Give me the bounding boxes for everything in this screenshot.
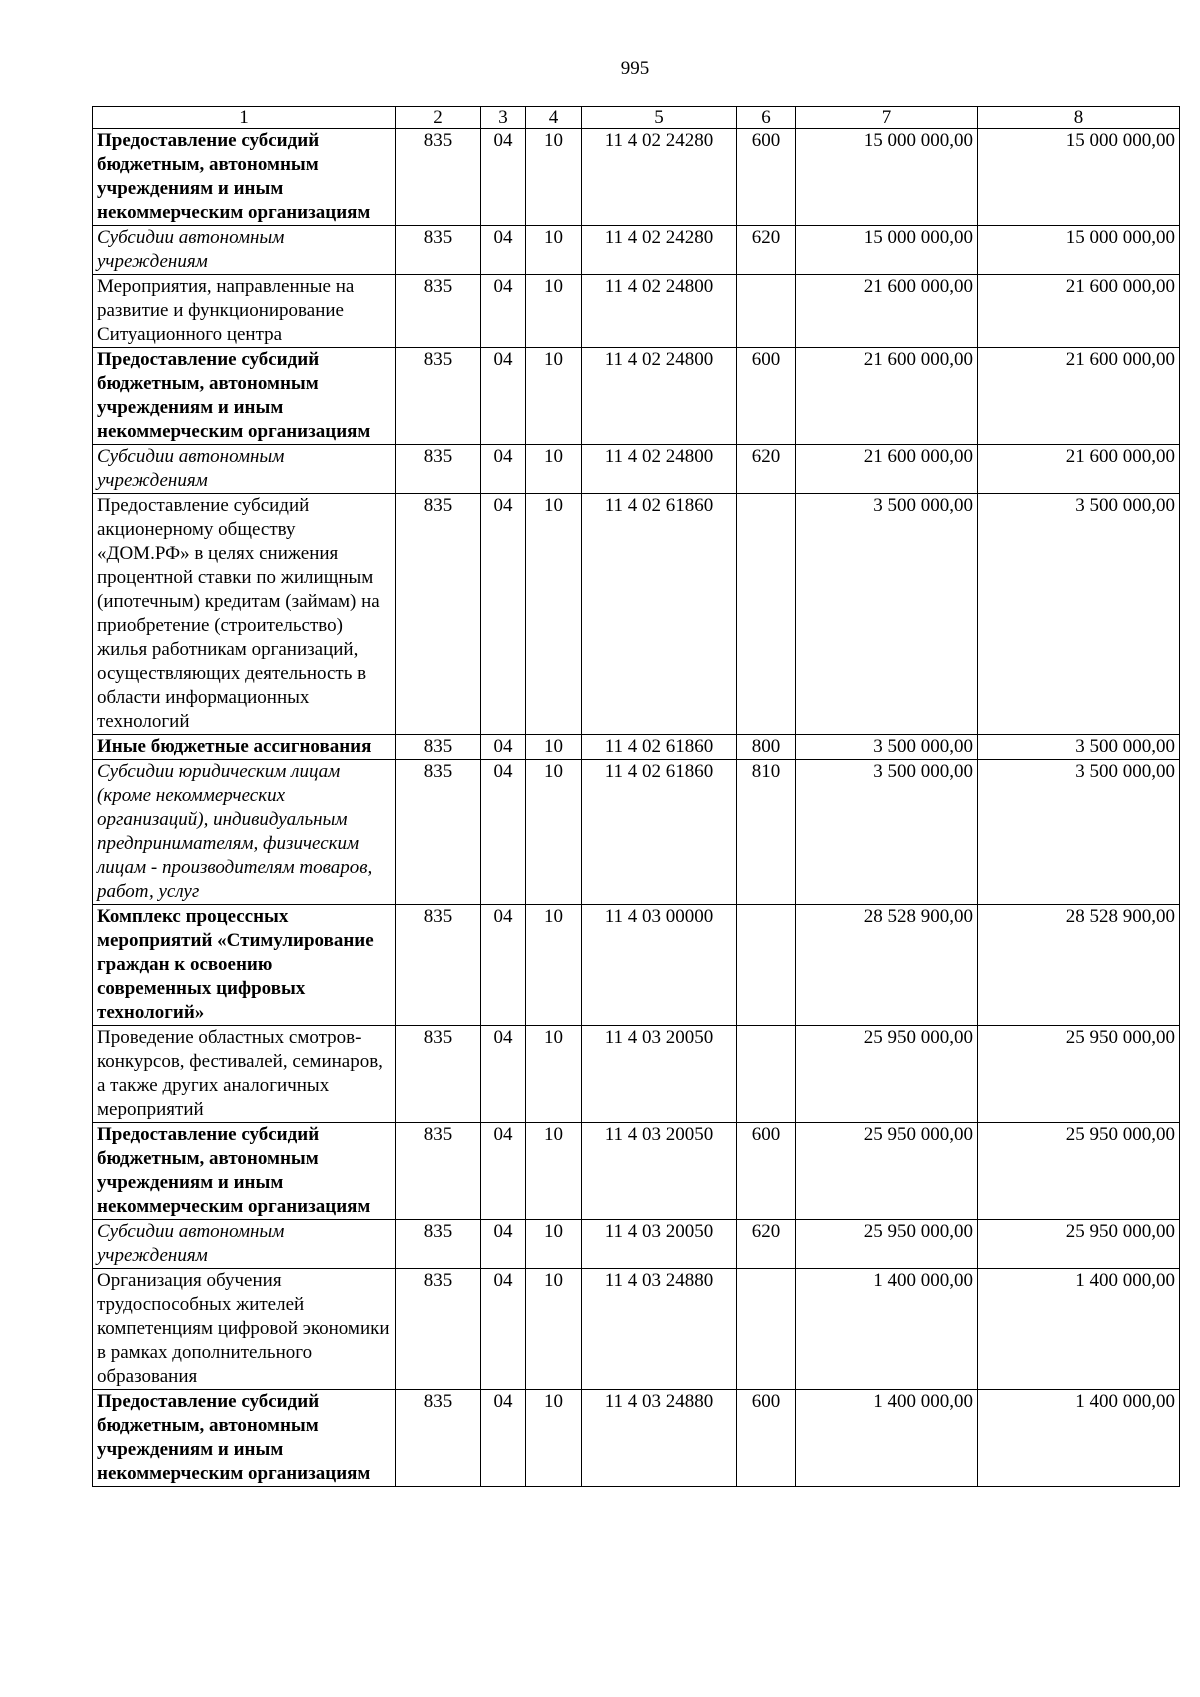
- row-target-article-cell: 11 4 02 61860: [582, 494, 737, 735]
- row-subsection-cell: 10: [526, 905, 582, 1026]
- budget-table: [92, 106, 1180, 1487]
- row-target-article-cell: 11 4 03 20050: [582, 1220, 737, 1269]
- row-amount-col8-cell: 21 600 000,00: [978, 445, 1180, 494]
- row-ministry-code-cell: 835: [396, 226, 481, 275]
- row-section-cell: 04: [481, 275, 526, 348]
- row-expense-type-cell: 620: [737, 445, 796, 494]
- row-name-cell: Субсидии автономным учреждениям: [93, 226, 396, 275]
- row-ministry-code-cell: 835: [396, 1220, 481, 1269]
- row-expense-type-cell: 600: [737, 348, 796, 445]
- row-ministry-code-cell: 835: [396, 1269, 481, 1390]
- row-subsection-cell: 10: [526, 445, 582, 494]
- table-row: [93, 494, 1180, 735]
- row-amount-col8-cell: 3 500 000,00: [978, 494, 1180, 735]
- row-ministry-code-cell: 835: [396, 348, 481, 445]
- table-row: [93, 1026, 1180, 1123]
- table-row: [93, 760, 1180, 905]
- row-subsection-cell: 10: [526, 760, 582, 905]
- table-row: [93, 275, 1180, 348]
- row-section-cell: 04: [481, 494, 526, 735]
- row-subsection-cell: 10: [526, 1220, 582, 1269]
- row-name-cell: Предоставление субсидий бюджетным, автономным учреждениям и иным некоммерческим организациям: [93, 1123, 396, 1220]
- row-amount-col8-cell: 25 950 000,00: [978, 1123, 1180, 1220]
- row-subsection-cell: 10: [526, 1123, 582, 1220]
- row-expense-type-cell: [737, 494, 796, 735]
- header-cell: 3: [481, 107, 526, 129]
- row-name-cell: Иные бюджетные ассигнования: [93, 735, 396, 760]
- header-cell: 2: [396, 107, 481, 129]
- row-expense-type-cell: [737, 1026, 796, 1123]
- row-expense-type-cell: 810: [737, 760, 796, 905]
- table-row: [93, 905, 1180, 1026]
- row-amount-col7-cell: 3 500 000,00: [796, 735, 978, 760]
- row-subsection-cell: 10: [526, 494, 582, 735]
- row-amount-col7-cell: 15 000 000,00: [796, 129, 978, 226]
- row-amount-col8-cell: 3 500 000,00: [978, 760, 1180, 905]
- row-target-article-cell: 11 4 03 20050: [582, 1026, 737, 1123]
- row-subsection-cell: 10: [526, 1026, 582, 1123]
- row-subsection-cell: 10: [526, 735, 582, 760]
- row-target-article-cell: 11 4 03 00000: [582, 905, 737, 1026]
- row-name-cell: Предоставление субсидий бюджетным, автономным учреждениям и иным некоммерческим организациям: [93, 1390, 396, 1487]
- row-section-cell: 04: [481, 226, 526, 275]
- row-ministry-code-cell: 835: [396, 129, 481, 226]
- row-amount-col7-cell: 3 500 000,00: [796, 494, 978, 735]
- row-subsection-cell: 10: [526, 129, 582, 226]
- row-target-article-cell: 11 4 03 20050: [582, 1123, 737, 1220]
- row-subsection-cell: 10: [526, 1390, 582, 1487]
- row-ministry-code-cell: 835: [396, 1026, 481, 1123]
- row-amount-col7-cell: 1 400 000,00: [796, 1390, 978, 1487]
- row-expense-type-cell: 620: [737, 1220, 796, 1269]
- row-subsection-cell: 10: [526, 1269, 582, 1390]
- header-cell: 1: [93, 107, 396, 129]
- row-section-cell: 04: [481, 760, 526, 905]
- row-target-article-cell: 11 4 02 24280: [582, 226, 737, 275]
- row-ministry-code-cell: 835: [396, 1390, 481, 1487]
- row-target-article-cell: 11 4 02 24800: [582, 348, 737, 445]
- row-target-article-cell: 11 4 02 61860: [582, 735, 737, 760]
- row-target-article-cell: 11 4 02 61860: [582, 760, 737, 905]
- row-amount-col7-cell: 25 950 000,00: [796, 1220, 978, 1269]
- table-header-row: [93, 107, 1180, 129]
- row-target-article-cell: 11 4 03 24880: [582, 1269, 737, 1390]
- row-name-cell: Комплекс процессных мероприятий «Стимулирование граждан к освоению современных цифровых технологий»: [93, 905, 396, 1026]
- row-name-cell: Проведение областных смотров-конкурсов, фестивалей, семинаров, а также других аналогичных мероприятий: [93, 1026, 396, 1123]
- row-target-article-cell: 11 4 02 24800: [582, 275, 737, 348]
- row-name-cell: Мероприятия, направленные на развитие и функционирование Ситуационного центра: [93, 275, 396, 348]
- header-cell: 7: [796, 107, 978, 129]
- header-cell: 5: [582, 107, 737, 129]
- row-section-cell: 04: [481, 1123, 526, 1220]
- row-amount-col7-cell: 21 600 000,00: [796, 348, 978, 445]
- row-expense-type-cell: 600: [737, 1123, 796, 1220]
- row-section-cell: 04: [481, 905, 526, 1026]
- table-row: [93, 1123, 1180, 1220]
- row-amount-col7-cell: 15 000 000,00: [796, 226, 978, 275]
- row-amount-col7-cell: 25 950 000,00: [796, 1123, 978, 1220]
- row-section-cell: 04: [481, 129, 526, 226]
- row-name-cell: Субсидии автономным учреждениям: [93, 1220, 396, 1269]
- table-row: [93, 445, 1180, 494]
- row-amount-col7-cell: 3 500 000,00: [796, 760, 978, 905]
- row-target-article-cell: 11 4 02 24800: [582, 445, 737, 494]
- row-name-cell: Предоставление субсидий бюджетным, автономным учреждениям и иным некоммерческим организациям: [93, 348, 396, 445]
- row-ministry-code-cell: 835: [396, 760, 481, 905]
- row-section-cell: 04: [481, 1026, 526, 1123]
- row-expense-type-cell: 600: [737, 129, 796, 226]
- row-amount-col8-cell: 15 000 000,00: [978, 129, 1180, 226]
- row-amount-col8-cell: 1 400 000,00: [978, 1269, 1180, 1390]
- row-amount-col8-cell: 21 600 000,00: [978, 348, 1180, 445]
- row-expense-type-cell: 620: [737, 226, 796, 275]
- row-amount-col7-cell: 21 600 000,00: [796, 275, 978, 348]
- row-amount-col7-cell: 28 528 900,00: [796, 905, 978, 1026]
- row-target-article-cell: 11 4 02 24280: [582, 129, 737, 226]
- row-ministry-code-cell: 835: [396, 275, 481, 348]
- row-section-cell: 04: [481, 1390, 526, 1487]
- row-subsection-cell: 10: [526, 348, 582, 445]
- row-section-cell: 04: [481, 348, 526, 445]
- row-target-article-cell: 11 4 03 24880: [582, 1390, 737, 1487]
- row-expense-type-cell: 600: [737, 1390, 796, 1487]
- row-section-cell: 04: [481, 445, 526, 494]
- table-row: [93, 735, 1180, 760]
- row-amount-col8-cell: 21 600 000,00: [978, 275, 1180, 348]
- row-name-cell: Организация обучения трудоспособных жителей компетенциям цифровой экономики в рамках дополнительного образования: [93, 1269, 396, 1390]
- row-amount-col7-cell: 21 600 000,00: [796, 445, 978, 494]
- row-subsection-cell: 10: [526, 275, 582, 348]
- row-name-cell: Субсидии автономным учреждениям: [93, 445, 396, 494]
- row-section-cell: 04: [481, 735, 526, 760]
- row-name-cell: Предоставление субсидий бюджетным, автономным учреждениям и иным некоммерческим организациям: [93, 129, 396, 226]
- table-row: [93, 1220, 1180, 1269]
- row-subsection-cell: 10: [526, 226, 582, 275]
- row-expense-type-cell: [737, 1269, 796, 1390]
- row-expense-type-cell: 800: [737, 735, 796, 760]
- row-ministry-code-cell: 835: [396, 905, 481, 1026]
- row-amount-col8-cell: 25 950 000,00: [978, 1220, 1180, 1269]
- table-row: [93, 348, 1180, 445]
- row-section-cell: 04: [481, 1220, 526, 1269]
- table-body: [93, 107, 1180, 1487]
- table-row: [93, 226, 1180, 275]
- table-row: [93, 129, 1180, 226]
- row-ministry-code-cell: 835: [396, 735, 481, 760]
- row-ministry-code-cell: 835: [396, 445, 481, 494]
- row-amount-col8-cell: 28 528 900,00: [978, 905, 1180, 1026]
- row-expense-type-cell: [737, 905, 796, 1026]
- page-number: 995: [620, 58, 650, 79]
- table-row: [93, 1269, 1180, 1390]
- row-amount-col8-cell: 15 000 000,00: [978, 226, 1180, 275]
- row-name-cell: Субсидии юридическим лицам (кроме некоммерческих организаций), индивидуальным предпринимателям, физическим лицам - производителям товаров, работ, услуг: [93, 760, 396, 905]
- row-name-cell: Предоставление субсидий акционерному обществу «ДОМ.РФ» в целях снижения процентной ставки по жилищным (ипотечным) кредитам (займам) на приобретение (строительство) жилья работникам организаций, осуществляющих деятельность в области информационных технологий: [93, 494, 396, 735]
- table-row: [93, 1390, 1180, 1487]
- row-amount-col8-cell: 3 500 000,00: [978, 735, 1180, 760]
- header-cell: 6: [737, 107, 796, 129]
- header-cell: 8: [978, 107, 1180, 129]
- row-amount-col8-cell: 1 400 000,00: [978, 1390, 1180, 1487]
- row-ministry-code-cell: 835: [396, 494, 481, 735]
- row-section-cell: 04: [481, 1269, 526, 1390]
- row-expense-type-cell: [737, 275, 796, 348]
- row-amount-col7-cell: 25 950 000,00: [796, 1026, 978, 1123]
- row-amount-col7-cell: 1 400 000,00: [796, 1269, 978, 1390]
- row-ministry-code-cell: 835: [396, 1123, 481, 1220]
- row-amount-col8-cell: 25 950 000,00: [978, 1026, 1180, 1123]
- header-cell: 4: [526, 107, 582, 129]
